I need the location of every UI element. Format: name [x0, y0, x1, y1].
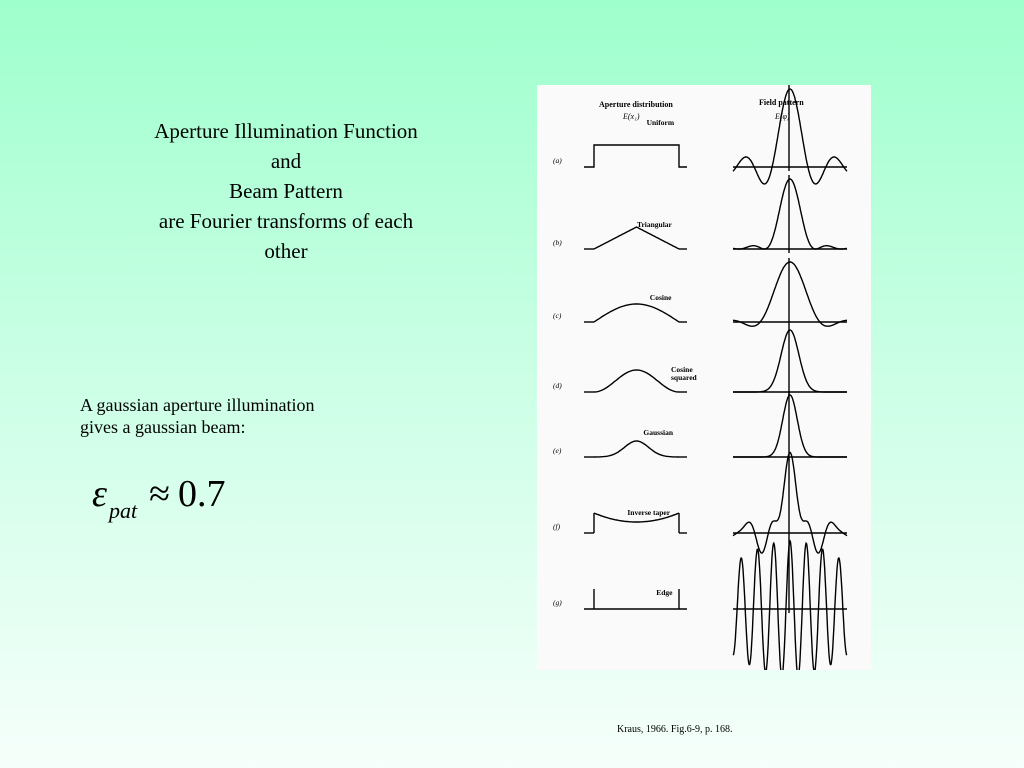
- formula-value: 0.7: [177, 473, 226, 515]
- aperture-triangular: [594, 227, 679, 249]
- row-letter-uniform: (a): [553, 156, 562, 165]
- formula-symbol: ε: [92, 473, 107, 515]
- title-line-1: Aperture Illumination Function: [154, 119, 418, 143]
- row-letter-gaussian: (e): [553, 446, 562, 455]
- row-label-cosine-squared-1: Cosine: [671, 365, 693, 374]
- title-line-4: are Fourier transforms of each: [158, 209, 414, 233]
- row-letter-cosine: (c): [553, 311, 562, 320]
- formula-subscript: pat: [108, 498, 138, 523]
- title-line-3: Beam Pattern: [229, 179, 343, 203]
- row-letter-triangular: (b): [553, 238, 562, 247]
- aperture-uniform: [584, 145, 687, 167]
- col-header-aperture-sub: E(x₁): [623, 112, 640, 121]
- col-header-field-sub: E(φ): [775, 112, 790, 121]
- row-label-cosine: Cosine: [649, 293, 672, 302]
- row-letter-edge: (g): [553, 598, 562, 607]
- citation: Kraus, 1966. Fig.6-9, p. 168.: [617, 724, 733, 735]
- col-header-field: Field pattern: [759, 98, 804, 107]
- aperture-cosine: [594, 304, 679, 322]
- row-letter-cosine-squared: (d): [553, 381, 562, 390]
- title-line-2: and: [270, 149, 302, 173]
- efficiency-formula: [92, 472, 225, 532]
- slide-title: [118, 116, 454, 266]
- gaussian-note-line-1: A gaussian aperture illumination: [80, 395, 315, 415]
- gaussian-note-line-2: gives a gaussian beam:: [80, 417, 246, 437]
- row-letter-inverse-taper: (f): [553, 522, 561, 531]
- aperture-cosine-squared: [594, 370, 679, 392]
- row-label-cosine-squared-2: squared: [671, 373, 697, 382]
- row-label-edge: Edge: [656, 588, 673, 597]
- aperture-pattern-figure: [537, 85, 871, 670]
- kraus-figure: [537, 85, 871, 670]
- row-label-inverse-taper: Inverse taper: [627, 508, 671, 517]
- pattern-gaussian: [733, 395, 847, 457]
- pattern-inverse-taper: [733, 453, 847, 554]
- title-line-5: other: [264, 239, 308, 263]
- aperture-gaussian: [594, 441, 679, 457]
- pattern-triangular: [733, 179, 847, 249]
- row-label-triangular: Triangular: [637, 220, 672, 229]
- pattern-cosine: [733, 262, 847, 326]
- pattern-cosine-squared: [733, 330, 847, 392]
- row-label-uniform: Uniform: [646, 118, 675, 127]
- gaussian-note: [80, 394, 400, 438]
- row-label-gaussian: Gaussian: [643, 428, 674, 437]
- pattern-edge: [733, 541, 847, 670]
- formula-approx: ≈: [149, 473, 170, 515]
- col-header-aperture: Aperture distribution: [599, 100, 673, 109]
